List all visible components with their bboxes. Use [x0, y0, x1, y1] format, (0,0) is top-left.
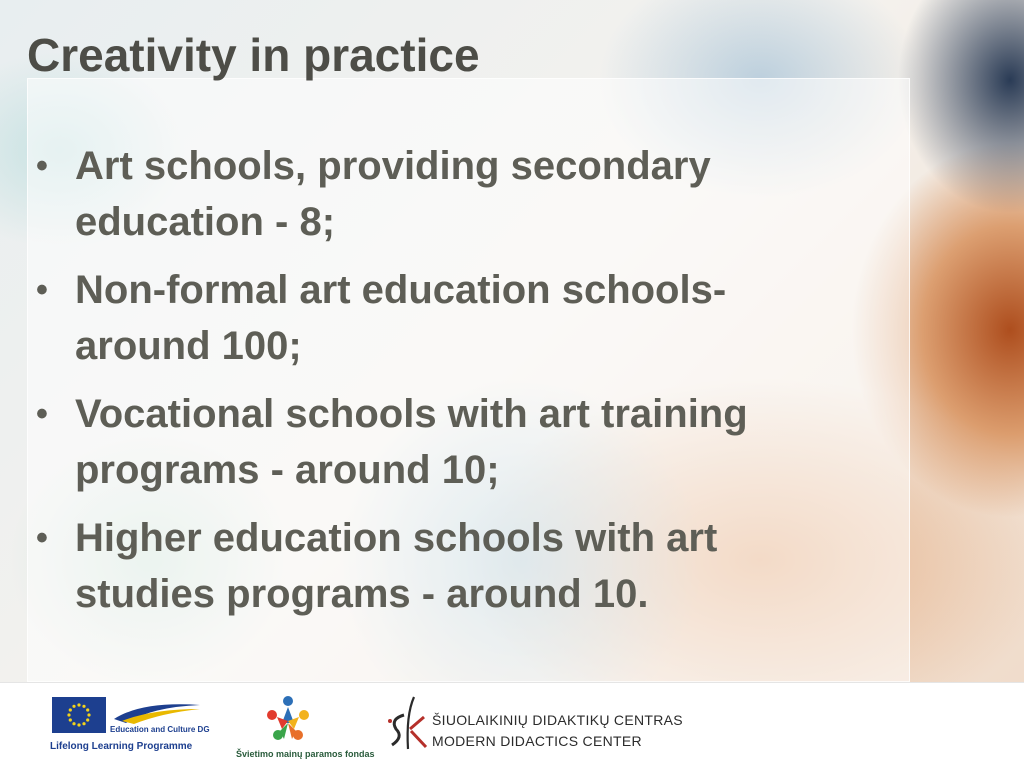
swoosh-icon [112, 699, 202, 725]
eu-flag-icon [52, 697, 106, 733]
bullet-item [30, 138, 860, 250]
bullet-text: Art schools, providing secondary education - 8; [75, 144, 711, 244]
bullet-text: Vocational schools with art training programs - around 10; [75, 392, 748, 492]
bullet-marker: • [36, 395, 48, 433]
bullet-marker: • [36, 271, 48, 309]
slide-title: Creativity in practice [27, 29, 480, 81]
bullet-marker: • [36, 519, 48, 557]
lifelong-learning-label: Lifelong Learning Programme [50, 741, 193, 752]
bullet-text: Non-formal art education schools- around 100; [75, 268, 727, 368]
mdc-name-english: MODERN DIDACTICS CENTER [432, 733, 642, 749]
eu-dg-label: Education and Culture DG [110, 725, 210, 734]
people-circle-logo-icon [260, 693, 316, 745]
bullet-list [30, 138, 860, 634]
bullet-item [30, 262, 860, 374]
sk-monogram-icon [384, 695, 430, 753]
mdc-name-lithuanian: ŠIUOLAIKINIŲ DIDAKTIKŲ CENTRAS [432, 712, 683, 728]
mdc-logo [384, 695, 694, 759]
bullet-marker: • [36, 147, 48, 185]
bullet-item [30, 386, 860, 498]
bullet-item [30, 510, 860, 622]
eu-lifelong-learning-logo [50, 697, 210, 757]
footer-logo-bar [0, 682, 1024, 769]
bullet-text: Higher education schools with art studies programs - around 10. [75, 516, 718, 616]
smpf-label: Švietimo mainų paramos fondas [236, 749, 375, 759]
smpf-logo [236, 693, 375, 763]
